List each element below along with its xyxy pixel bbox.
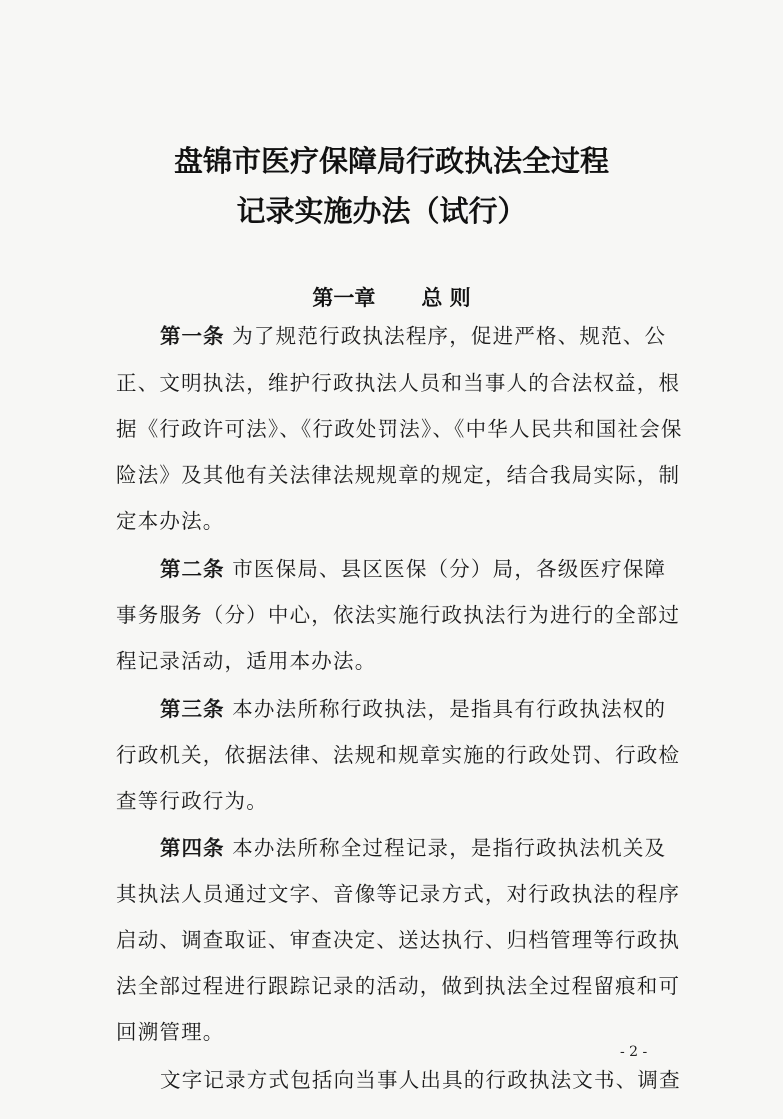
article-1-text-1: 为了规范行政执法程序，促进严格、规范、公 [232, 324, 667, 348]
article-2-line-1 [160, 555, 680, 583]
article-2-label: 第二条 [160, 557, 225, 581]
page-number: - 2 - [620, 1044, 648, 1060]
article-3-text-1: 本办法所称行政执法，是指具有行政执法权的 [232, 697, 667, 721]
article-1-line-3: 据《行政许可法》、《行政处罚法》、《中华人民共和国社会保 [116, 417, 683, 441]
article-3-line-3: 查等行政行为。 [116, 789, 268, 813]
chapter-number: 第一章 [312, 286, 376, 310]
article-2-text-1: 市医保局、县区医保（分）局，各级医疗保障 [232, 557, 667, 581]
article-4-text-1: 本办法所称全过程记录，是指行政执法机关及 [232, 836, 667, 860]
article-1-line-1 [160, 322, 680, 350]
document-title-line-1: 盘锦市医疗保障局行政执法全过程 [173, 144, 609, 178]
trailing-paragraph-line: 文字记录方式包括向当事人出具的行政执法文书、调查 [160, 1068, 681, 1092]
article-4-line-3: 启动、调查取证、审查决定、送达执行、归档管理等行政执 [116, 928, 681, 952]
article-3-label: 第三条 [160, 697, 225, 721]
chapter-heading [0, 282, 783, 312]
article-1-line-4: 险法》及其他有关法律法规规章的规定，结合我局实际，制 [116, 463, 681, 487]
document-title-line-2: 记录实施办法（试行） [236, 194, 527, 228]
article-4-line-1 [160, 834, 680, 862]
article-3-line-2: 行政机关，依据法律、法规和规章实施的行政处罚、行政检 [116, 743, 681, 767]
article-4-line-4: 法全部过程进行跟踪记录的活动，做到执法全过程留痕和可 [116, 974, 681, 998]
article-4-line-5: 回溯管理。 [116, 1020, 225, 1044]
article-1-line-2: 正、文明执法，维护行政执法人员和当事人的合法权益，根 [116, 371, 681, 395]
article-3-line-1 [160, 695, 680, 723]
article-2-line-2: 事务服务（分）中心，依法实施行政执法行为进行的全部过 [116, 603, 681, 627]
article-1-label: 第一条 [160, 324, 225, 348]
article-4-label: 第四条 [160, 836, 225, 860]
article-4-line-2: 其执法人员通过文字、音像等记录方式，对行政执法的程序 [116, 882, 681, 906]
article-2-line-3: 程记录活动，适用本办法。 [116, 649, 377, 673]
article-1-line-5: 定本办法。 [116, 509, 225, 533]
chapter-name: 总 则 [421, 286, 471, 310]
